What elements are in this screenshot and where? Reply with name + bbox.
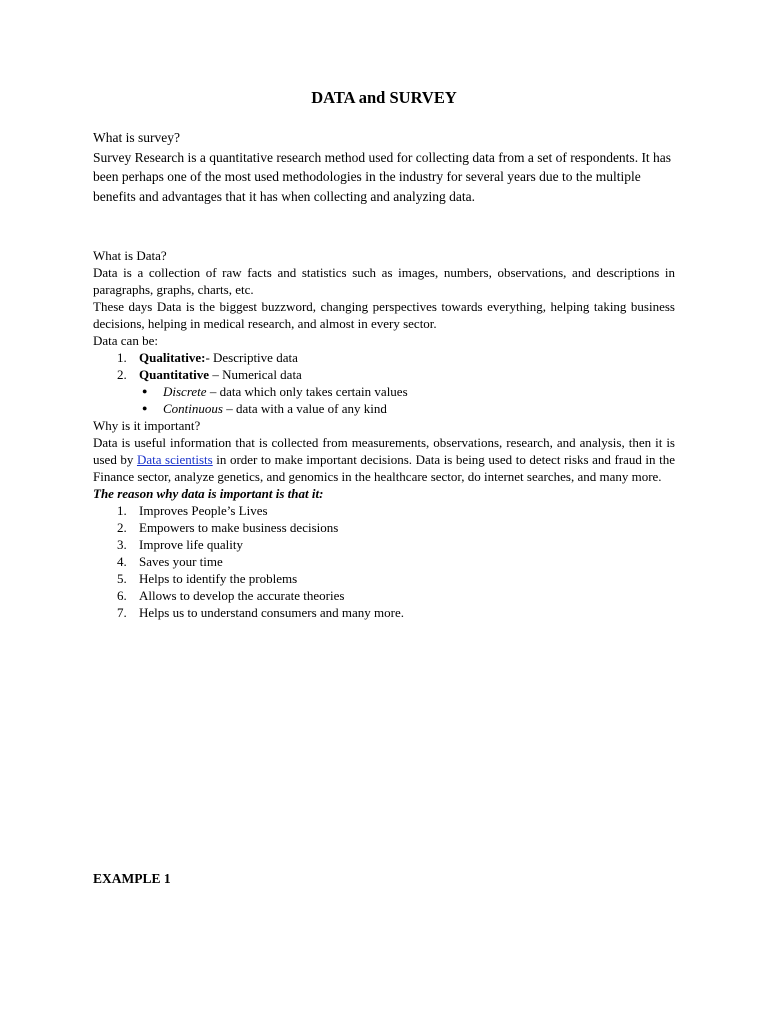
list-item [93, 349, 675, 366]
survey-body: Survey Research is a quantitative research method used for collecting data from a set of respondents. It has been perhaps one of the most used methodologies in the industry for several years due to the multiple benefits and advantages that it has when collecting and analyzing data. [93, 149, 672, 204]
data-section [93, 247, 675, 621]
list-number: 3. [117, 537, 127, 552]
survey-heading: What is survey? [93, 130, 180, 145]
bullet-icon: ● [142, 403, 148, 413]
subtype-term: Continuous [163, 401, 223, 416]
reason-text: Empowers to make business decisions [139, 520, 339, 535]
list-item [93, 570, 675, 587]
survey-section [93, 128, 675, 206]
subtype-term: Discrete [163, 384, 207, 399]
list-number: 7. [117, 605, 127, 620]
example-heading: EXAMPLE 1 [93, 871, 171, 886]
list-number: 1. [117, 503, 127, 518]
quantitative-subtypes-list [139, 383, 675, 417]
document-title: DATA and SURVEY [311, 88, 457, 107]
data-can-be: Data can be: [93, 333, 158, 348]
subtype-desc: – data with a value of any kind [222, 401, 387, 416]
list-item [139, 400, 675, 417]
reasons-list [93, 502, 675, 621]
reason-text: Helps us to understand consumers and many more. [139, 605, 405, 620]
type-term: Qualitative: [139, 350, 206, 365]
type-desc: – Numerical data [209, 367, 302, 382]
list-number: 2. [117, 520, 127, 535]
list-item [139, 383, 675, 400]
list-number: 4. [117, 554, 127, 569]
reason-text: Allows to develop the accurate theories [139, 588, 345, 603]
reason-heading: The reason why data is important is that it: [93, 486, 324, 501]
list-item [93, 366, 675, 383]
data-buzzword: These days Data is the biggest buzzword, changing perspectives towards everything, helping taking business decisions, helping in medical research, and almost in every sector. [93, 299, 675, 331]
reason-text: Improves People’s Lives [139, 503, 268, 518]
list-item [93, 553, 675, 570]
list-number: 1. [117, 350, 127, 365]
list-item [93, 536, 675, 553]
type-desc: - Descriptive data [205, 350, 298, 365]
list-item [93, 519, 675, 536]
list-item [93, 502, 675, 519]
type-term: Quantitative [139, 367, 210, 382]
subtype-desc: – data which only takes certain values [206, 384, 408, 399]
data-scientists-link[interactable]: Data scientists [136, 452, 213, 467]
importance-body-end: in order to make important decisions. Data is being used to detect risks and fraud in the Finance sector, analyze genetics, and genomics in the healthcare sector, do internet searches, and many more. [93, 452, 675, 484]
data-heading: What is Data? [93, 248, 167, 263]
list-item [93, 604, 675, 621]
importance-body [93, 434, 675, 485]
list-number: 6. [117, 588, 127, 603]
reason-text: Saves your time [139, 554, 223, 569]
bullet-icon: ● [142, 386, 148, 396]
importance-body-start: Data is useful information that is collected from measurements, observations, research, and analysis, then it is used by [93, 435, 675, 467]
importance-heading: Why is it important? [93, 418, 201, 433]
data-definition: Data is a collection of raw facts and statistics such as images, numbers, observations, and descriptions in paragraphs, graphs, charts, etc. [93, 265, 675, 297]
list-number: 5. [117, 571, 127, 586]
reason-text: Improve life quality [139, 537, 243, 552]
reason-text: Helps to identify the problems [139, 571, 298, 586]
data-types-list [93, 349, 675, 383]
list-item [93, 587, 675, 604]
list-number: 2. [117, 367, 127, 382]
